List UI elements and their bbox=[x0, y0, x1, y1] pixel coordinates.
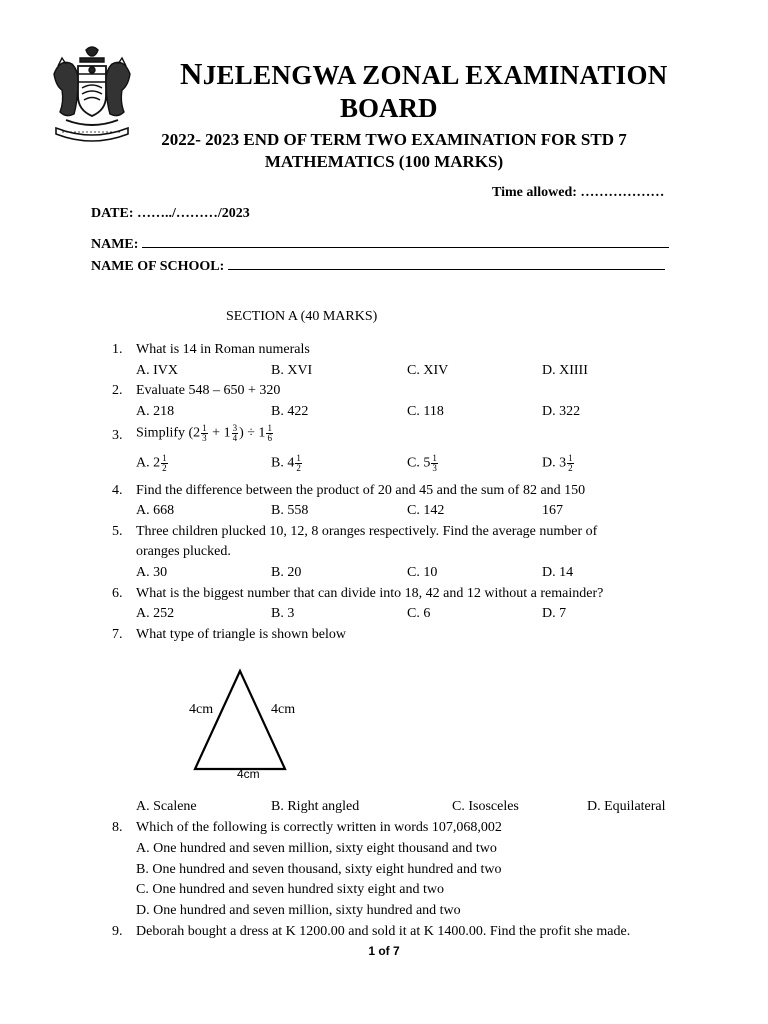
fraction bbox=[295, 454, 302, 473]
option-d: D. 14 bbox=[542, 565, 574, 580]
question-text-continued: oranges plucked. bbox=[136, 544, 231, 559]
name-label: NAME: bbox=[91, 237, 139, 252]
question-number: 6. bbox=[112, 586, 123, 601]
subject-title: MATHEMATICS (100 MARKS) bbox=[264, 152, 504, 171]
option-c: C. XIV bbox=[407, 363, 449, 378]
option-a: A. One hundred and seven million, sixty eight thousand and two bbox=[136, 841, 497, 856]
question-text: What is 14 in Roman numerals bbox=[136, 342, 310, 357]
section-title: SECTION A (40 MARKS) bbox=[226, 309, 378, 324]
option-b bbox=[271, 454, 303, 473]
question-text: Which of the following is correctly written in words 107,068,002 bbox=[136, 820, 502, 835]
option-c: C. 6 bbox=[407, 606, 431, 621]
question-text: What is the biggest number that can divide into 18, 42 and 12 without a remainder? bbox=[136, 586, 604, 601]
denominator: 4 bbox=[232, 433, 238, 443]
question-text: Deborah bought a dress at K 1200.00 and sold it at K 1400.00. Find the profit she made. bbox=[136, 924, 631, 939]
numerator: 1 bbox=[162, 453, 167, 463]
option-d: D. One hundred and seven million, sixty hundred and two bbox=[136, 903, 461, 918]
numerator: 1 bbox=[202, 423, 207, 433]
option-a: A. 218 bbox=[136, 404, 175, 419]
q3-text-part: ) ÷ 1 bbox=[239, 425, 266, 441]
denominator: 2 bbox=[568, 463, 573, 473]
fraction bbox=[161, 454, 168, 473]
question-text: Three children plucked 10, 12, 8 oranges respectively. Find the average number of bbox=[136, 524, 598, 539]
coat-of-arms-logo bbox=[46, 44, 138, 144]
denominator: 6 bbox=[267, 433, 272, 443]
option-b: B. 422 bbox=[271, 404, 309, 419]
page-number: 1 of 7 bbox=[368, 944, 400, 958]
question-number: 4. bbox=[112, 483, 123, 498]
option-letter: B. 4 bbox=[271, 455, 295, 471]
option-d: 167 bbox=[542, 503, 563, 518]
question-text: Find the difference between the product of 20 and 45 and the sum of 82 and 150 bbox=[136, 483, 586, 498]
option-b: B. XVI bbox=[271, 363, 313, 378]
option-letter: A. 2 bbox=[136, 455, 161, 471]
option-b: B. Right angled bbox=[271, 799, 360, 814]
option-b: B. One hundred and seven thousand, sixty eight hundred and two bbox=[136, 862, 502, 877]
board-title bbox=[180, 56, 668, 92]
question-number: 9. bbox=[112, 924, 123, 939]
exam-subtitle: 2022- 2023 END OF TERM TWO EXAMINATION FOR STD 7 bbox=[161, 130, 627, 149]
triangle-shape bbox=[195, 671, 285, 769]
fraction bbox=[431, 454, 438, 473]
option-d: D. 7 bbox=[542, 606, 567, 621]
option-letter: D. 3 bbox=[542, 455, 567, 471]
question-text: Evaluate 548 – 650 + 320 bbox=[136, 383, 281, 398]
option-c bbox=[407, 454, 439, 473]
numerator: 1 bbox=[267, 423, 272, 433]
time-allowed: Time allowed: ……………… bbox=[492, 185, 665, 200]
question-number: 5. bbox=[112, 524, 123, 539]
option-b: B. 558 bbox=[271, 503, 309, 518]
board-title-line2: BOARD bbox=[340, 93, 438, 123]
question-number: 2. bbox=[112, 383, 123, 398]
board-title-initial: N bbox=[180, 56, 203, 91]
date-field: DATE: ……../………/2023 bbox=[91, 206, 250, 221]
numerator: 1 bbox=[568, 453, 573, 463]
triangle-diagram bbox=[185, 665, 295, 775]
numerator: 1 bbox=[296, 453, 301, 463]
school-line bbox=[228, 256, 665, 270]
fraction bbox=[266, 424, 273, 443]
option-c: C. One hundred and seven hundred sixty eight and two bbox=[136, 882, 444, 897]
q3-text-part: + 1 bbox=[208, 425, 231, 441]
option-c: C. 142 bbox=[407, 503, 445, 518]
denominator: 2 bbox=[296, 463, 301, 473]
school-label: NAME OF SCHOOL: bbox=[91, 259, 225, 274]
option-a bbox=[136, 454, 169, 473]
fraction bbox=[232, 424, 239, 443]
fraction bbox=[567, 454, 574, 473]
school-field bbox=[91, 256, 665, 275]
triangle-left-side-label: 4cm bbox=[189, 702, 214, 717]
numerator: 3 bbox=[232, 423, 238, 433]
option-c: C. Isosceles bbox=[452, 799, 519, 814]
q3-text-part: Simplify (2 bbox=[136, 425, 201, 441]
question-3 bbox=[0, 424, 768, 454]
option-a: A. 252 bbox=[136, 606, 175, 621]
option-d bbox=[542, 454, 575, 473]
option-a: A. 30 bbox=[136, 565, 168, 580]
question-number: 1. bbox=[112, 342, 123, 357]
option-a: A. 668 bbox=[136, 503, 175, 518]
option-c: C. 10 bbox=[407, 565, 438, 580]
option-letter: C. 5 bbox=[407, 455, 431, 471]
question-number: 7. bbox=[112, 627, 123, 642]
question-text bbox=[136, 424, 274, 443]
fraction bbox=[201, 424, 208, 443]
name-line bbox=[142, 234, 669, 248]
question-number: 8. bbox=[112, 820, 123, 835]
option-a: A. Scalene bbox=[136, 799, 197, 814]
triangle-right-side-label: 4cm bbox=[271, 702, 296, 717]
numerator: 1 bbox=[432, 453, 437, 463]
denominator: 3 bbox=[432, 463, 437, 473]
option-b: B. 20 bbox=[271, 565, 302, 580]
denominator: 2 bbox=[162, 463, 167, 473]
option-d: D. Equilateral bbox=[587, 799, 666, 814]
option-d: D. 322 bbox=[542, 404, 581, 419]
name-field bbox=[91, 234, 669, 253]
denominator: 3 bbox=[202, 433, 207, 443]
triangle-base-label: 4cm bbox=[237, 767, 260, 781]
board-title-rest: JELENGWA ZONAL EXAMINATION bbox=[202, 60, 668, 90]
option-b: B. 3 bbox=[271, 606, 295, 621]
question-text: What type of triangle is shown below bbox=[136, 627, 346, 642]
option-a: A. IVX bbox=[136, 363, 178, 378]
question-number: 3. bbox=[112, 428, 123, 443]
option-d: D. XIIII bbox=[542, 363, 588, 378]
option-c: C. 118 bbox=[407, 404, 444, 419]
